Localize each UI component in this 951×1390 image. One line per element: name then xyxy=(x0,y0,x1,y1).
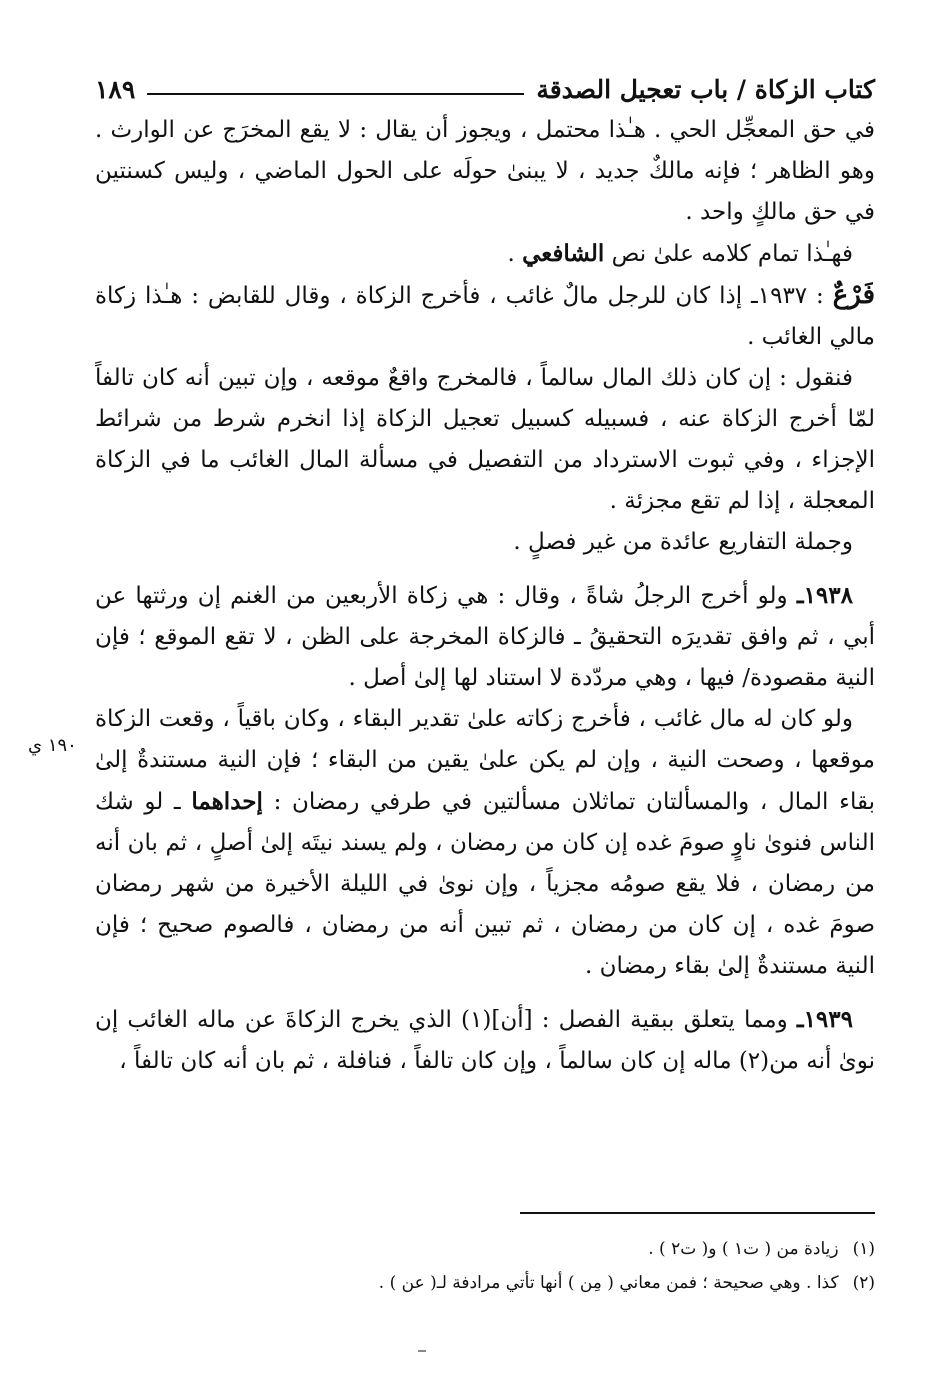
paragraph-text: . xyxy=(507,241,523,267)
footnote-text: كذا . وهي صحيحة ؛ فمن معاني ( مِن ) أنها تأتي مرادفة لـ( عن ) . xyxy=(378,1273,839,1293)
print-mark xyxy=(418,1350,426,1352)
paragraph-8 xyxy=(95,999,875,1082)
footnote-text: زيادة من ( ت١ ) و( ت٢ ) . xyxy=(648,1239,839,1259)
issue-number: ١٩٣٩ـ xyxy=(796,1006,853,1033)
section-marker-far: فَرْعٌ xyxy=(832,280,875,310)
header-title: كتاب الزكاة / باب تعجيل الصدقة xyxy=(536,75,875,104)
footnotes xyxy=(95,1232,875,1300)
paragraph-2 xyxy=(95,233,875,275)
footnote-2 xyxy=(95,1266,875,1300)
paragraph-text: في حق المعجِّل الحي . هـٰذا محتمل ، ويجوز أن يقال : لا يقع المخرَج عن الوارث . وهو الظاهر ؛ فإنه مالكٌ جديد ، لا يبنىٰ حولَه على الحول الماضي ، وليس كسنتين في حق مالكٍ واحد . xyxy=(95,117,875,225)
paragraph-6 xyxy=(95,575,875,699)
bold-name: الشافعي xyxy=(522,240,605,267)
paragraph-5 xyxy=(95,522,875,563)
running-header xyxy=(95,60,875,104)
footnote-rule xyxy=(520,1212,875,1214)
paragraph-4 xyxy=(95,358,875,522)
paragraph-text: فنقول : إن كان ذلك المال سالماً ، فالمخرج واقعٌ موقعه ، وإن تبين أنه كان تالفاً لمّا أخرج الزكاة عنه ، فسبيله كسبيل تعجيل الزكاة إذا انخرم شرط من شرائط الإجزاء ، وفي ثبوت الاسترداد من التفصيل في مسألة المال الغائب ما في الزكاة المعجلة ، إذا لم تقع مجزئة . xyxy=(95,365,875,514)
footnote-1 xyxy=(95,1232,875,1266)
footnote-number: (١) xyxy=(852,1239,875,1259)
paragraph-text: ولو أخرج الرجلُ شاةً ، وقال : هي زكاة الأربعين من الغنم إن ورثتها عن أبي ، ثم وافق تقديرَه التحقيقُ ـ فالزكاة المخرجة على الظن ، لا تقع الموقع ؛ فإن النية مقصودة/ فيها ، وهي مردّدة لا استناد لها إلىٰ أصل . xyxy=(95,583,875,691)
paragraph-text: وجملة التفاريع عائدة من غير فصلٍ . xyxy=(513,529,853,555)
paragraph-text: فهـٰذا تمام كلامه علىٰ نص xyxy=(604,241,853,267)
paragraph-text: ولو كان له مال غائب ، فأخرج زكاته علىٰ تقدير البقاء ، وكان باقياً ، وقعت الزكاة موقعها ، وصحت النية ، وإن لم يكن علىٰ يقين من البقاء ؛ فإن النية مستندةٌ إلىٰ بقاء المال ، والمسألتان تماثلان مسألتين في طرفي رمضان : xyxy=(95,706,876,815)
issue-number: ١٩٣٨ـ xyxy=(796,582,853,609)
bold-term: إحداهما xyxy=(191,788,263,815)
paragraph-3 xyxy=(95,275,875,358)
margin-folio-note: ١٩٠ ي xyxy=(28,735,77,756)
paragraph-text: : ١٩٣٧ـ إذا كان للرجل مالٌ غائب ، فأخرج الزكاة ، وقال للقابض : هـٰذا زكاة مالي الغائب . xyxy=(95,283,875,350)
paragraph-1 xyxy=(95,110,875,233)
page-number: ١٨٩ xyxy=(95,75,136,104)
page-body xyxy=(95,60,875,1082)
header-rule xyxy=(147,93,524,95)
paragraph-7 xyxy=(95,699,875,987)
footnote-number: (٢) xyxy=(852,1273,875,1293)
paragraph-text: ومما يتعلق ببقية الفصل : [أن](١) الذي يخرج الزكاةَ عن ماله الغائب إن نوىٰ أنه من(٢) ماله إن كان سالماً ، وإن كان تالفاً ، فنافلة ، ثم بان أنه كان تالفاً ، xyxy=(95,1007,875,1074)
paragraph-text: ـ لو شك الناس فنوىٰ ناوٍ صومَ غده إن كان من رمضان ، ولم يسند نيتَه إلىٰ أصلٍ ، ثم بان أنه من رمضان ، فلا يقع صومُه مجزياً ، وإن نوىٰ في الليلة الأخيرة من شهر رمضان صومَ غده ، إن كان من رمضان ، ثم تبين أنه من رمضان ، فالصوم صحيح ؛ فإن النية مستندةٌ إلىٰ بقاء رمضان . xyxy=(95,789,875,979)
